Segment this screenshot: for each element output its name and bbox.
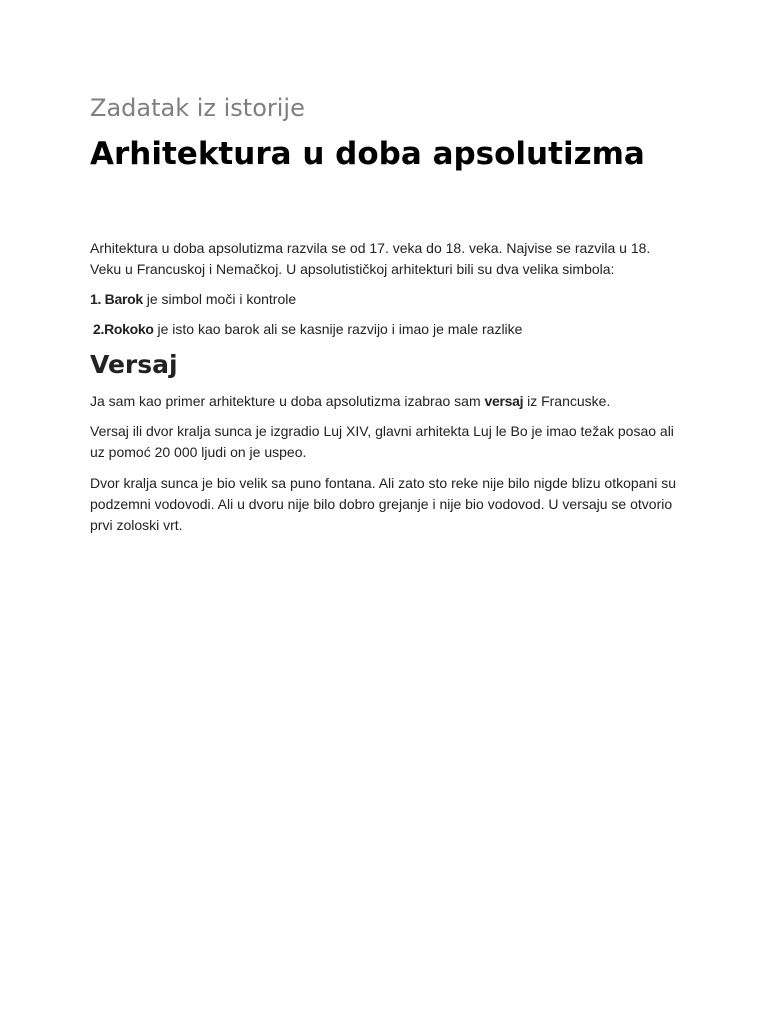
list-item-rokoko <box>90 319 685 340</box>
paragraph-versaj-details: Dvor kralja sunca je bio velik sa puno fontana. Ali zato sto reke nije bilo nigde blizu otkopani su podzemni vodovodi. Ali u dvoru nije bilo dobro grejanje i nije bio vodovod. U versaju se otvorio prvi zoloski vrt. <box>90 475 677 533</box>
list-item-barok <box>90 289 685 310</box>
paragraph-versaj-example <box>90 391 685 412</box>
paragraph-text: iz Francuske. <box>523 393 611 409</box>
document-subtitle: Zadatak iz istorije <box>90 94 305 122</box>
paragraph-bold-term: versaj <box>484 393 524 409</box>
list-item-text: je simbol moči i kontrole <box>142 291 297 307</box>
list-item-term: 2.Rokoko <box>93 321 154 337</box>
document-title: Arhitektura u doba apsolutizma <box>90 136 645 172</box>
document-content <box>90 92 685 536</box>
section-heading-versaj: Versaj <box>90 350 178 379</box>
paragraph-versaj-history: Versaj ili dvor kralja sunca je izgradio Luj XIV, glavni arhitekta Luj le Bo je imao težak posao ali uz pomoć 20 000 ljudi on je uspeo. <box>90 423 674 460</box>
intro-paragraph: Arhitektura u doba apsolutizma razvila se od 17. veka do 18. veka. Najvise se razvila u 18. Veku u Francuskoj i Nemačkoj. U apsolutističkoj arhitekturi bili su dva velika simbola: <box>90 240 651 277</box>
paragraph-text: Ja sam kao primer arhitekture u doba apsolutizma izabrao sam <box>90 393 485 409</box>
list-item-text: je isto kao barok ali se kasnije razvijo i imao je male razlike <box>153 321 523 337</box>
list-item-term: 1. Barok <box>90 291 143 307</box>
